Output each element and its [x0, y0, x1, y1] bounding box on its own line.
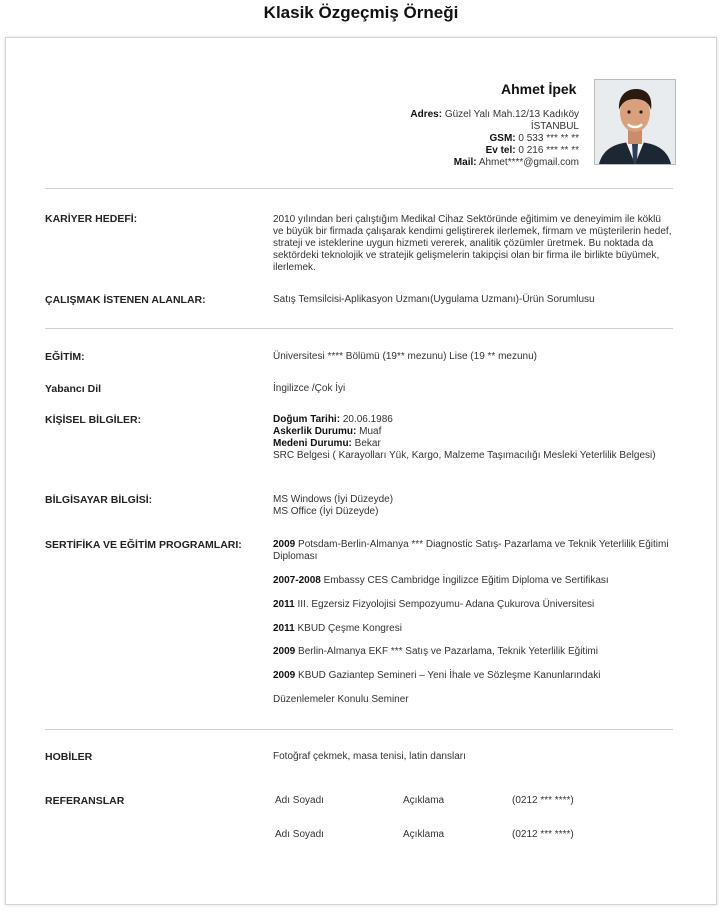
desired-areas-label: ÇALIŞMAK İSTENEN ALANLAR:	[45, 294, 206, 306]
address-line: Adres: Güzel Yalı Mah.12/13 Kadıköy	[410, 109, 579, 120]
hobbies-text: Fotoğraf çekmek, masa tenisi, latin dansları	[273, 751, 466, 762]
language-text: İngilizce /Çok İyi	[273, 383, 346, 394]
src-certificate: SRC Belgesi ( Karayolları Yük, Kargo, Malzeme Taşımacılığı Mesleki Yeterlilik Belgesi)	[273, 450, 656, 461]
computer-skills	[273, 494, 673, 518]
certificate-item-continued: Düzenlemeler Konulu Seminer	[273, 694, 409, 705]
resume-frame	[5, 37, 717, 905]
hobbies-label: HOBİLER	[45, 751, 93, 763]
certificate-item: 2009 KBUD Gaziantep Semineri – Yeni İhale ve Sözleşme Kanunlarındaki	[273, 670, 601, 681]
certificate-item: 2007-2008 Embassy CES Cambridge İngilizce Eğitim Diploma ve Sertifikası	[273, 575, 609, 586]
address-city: İSTANBUL	[530, 121, 579, 132]
reference-name: Adı Soyadı	[275, 795, 324, 806]
career-label: KARİYER HEDEFİ:	[45, 213, 138, 225]
marital-status: Medeni Durumu: Bekar	[273, 438, 381, 449]
personal-info-label: KİŞİSEL BİLGİLER:	[45, 414, 142, 426]
profile-photo	[594, 79, 676, 165]
divider	[45, 188, 673, 189]
computer-skill-item: MS Windows (İyi Düzeyde)	[273, 494, 394, 505]
reference-description: Açıklama	[403, 795, 445, 806]
divider	[45, 729, 673, 730]
birth-date: Doğum Tarihi: 20.06.1986	[273, 414, 393, 425]
divider	[45, 328, 673, 329]
language-label: Yabancı Dil	[45, 383, 102, 395]
personal-info	[273, 414, 673, 462]
certificate-item: 2011 KBUD Çeşme Kongresi	[273, 623, 402, 634]
person-photo-icon	[595, 80, 675, 164]
reference-description: Açıklama	[403, 829, 445, 840]
education-text: Üniversitesi **** Bölümü (19** mezunu) Lise (19 ** mezunu)	[273, 351, 538, 362]
certificate-item: 2009 Potsdam-Berlin-Almanya *** Diagnostic Satış- Pazarlama ve Teknik Yeterlilik Eğitimi Diploması	[273, 539, 669, 562]
career-text: 2010 yılından beri çalıştığım Medikal Cihaz Sektöründe eğitimim ve deneyimim ile köklü ve büyük bir firmada çalışarak kendimi geliştirerek ilerlemek, firmam ve müşterilerin hedef, strateji ve isteklerine uygun hizmeti vererek, analitik çözümler üretmek. Bu noktada da sektördeki teknolojik ve stratejik gelişmelerin takipçisi olan bir firma ile birlikte büyümek, ilerlemek.	[273, 214, 672, 273]
reference-phone: (0212 *** ****)	[512, 829, 574, 840]
certificates-label: SERTİFİKA VE EĞİTİM PROGRAMLARI:	[45, 539, 242, 551]
computer-skill-item: MS Office (İyi Düzeyde)	[273, 506, 379, 517]
candidate-name: Ahmet İpek	[501, 81, 577, 97]
references-label: REFERANSLAR	[45, 795, 125, 807]
mail-line: Mail: Ahmet****@gmail.com	[453, 157, 579, 168]
education-label: EĞİTİM:	[45, 351, 85, 363]
home-tel-line: Ev tel: 0 216 *** ** **	[485, 145, 579, 156]
computer-skills-label: BİLGİSAYAR BİLGİSİ:	[45, 494, 153, 506]
gsm-line: GSM: 0 533 *** ** **	[489, 133, 579, 144]
page-title: Klasik Özgeçmiş Örneği	[263, 3, 459, 22]
certificate-item: 2009 Berlin-Almanya EKF *** Satış ve Pazarlama, Teknik Yeterlilik Eğitimi	[273, 646, 598, 657]
reference-phone: (0212 *** ****)	[512, 795, 574, 806]
certificate-item: 2011 III. Egzersiz Fizyolojisi Sempozyumu- Adana Çukurova Üniversitesi	[273, 599, 595, 610]
desired-areas-text: Satış Temsilcisi-Aplikasyon Uzmanı(Uygulama Uzmanı)-Ürün Sorumlusu	[273, 294, 595, 305]
military-status: Askerlik Durumu: Muaf	[273, 426, 382, 437]
reference-name: Adı Soyadı	[275, 829, 324, 840]
